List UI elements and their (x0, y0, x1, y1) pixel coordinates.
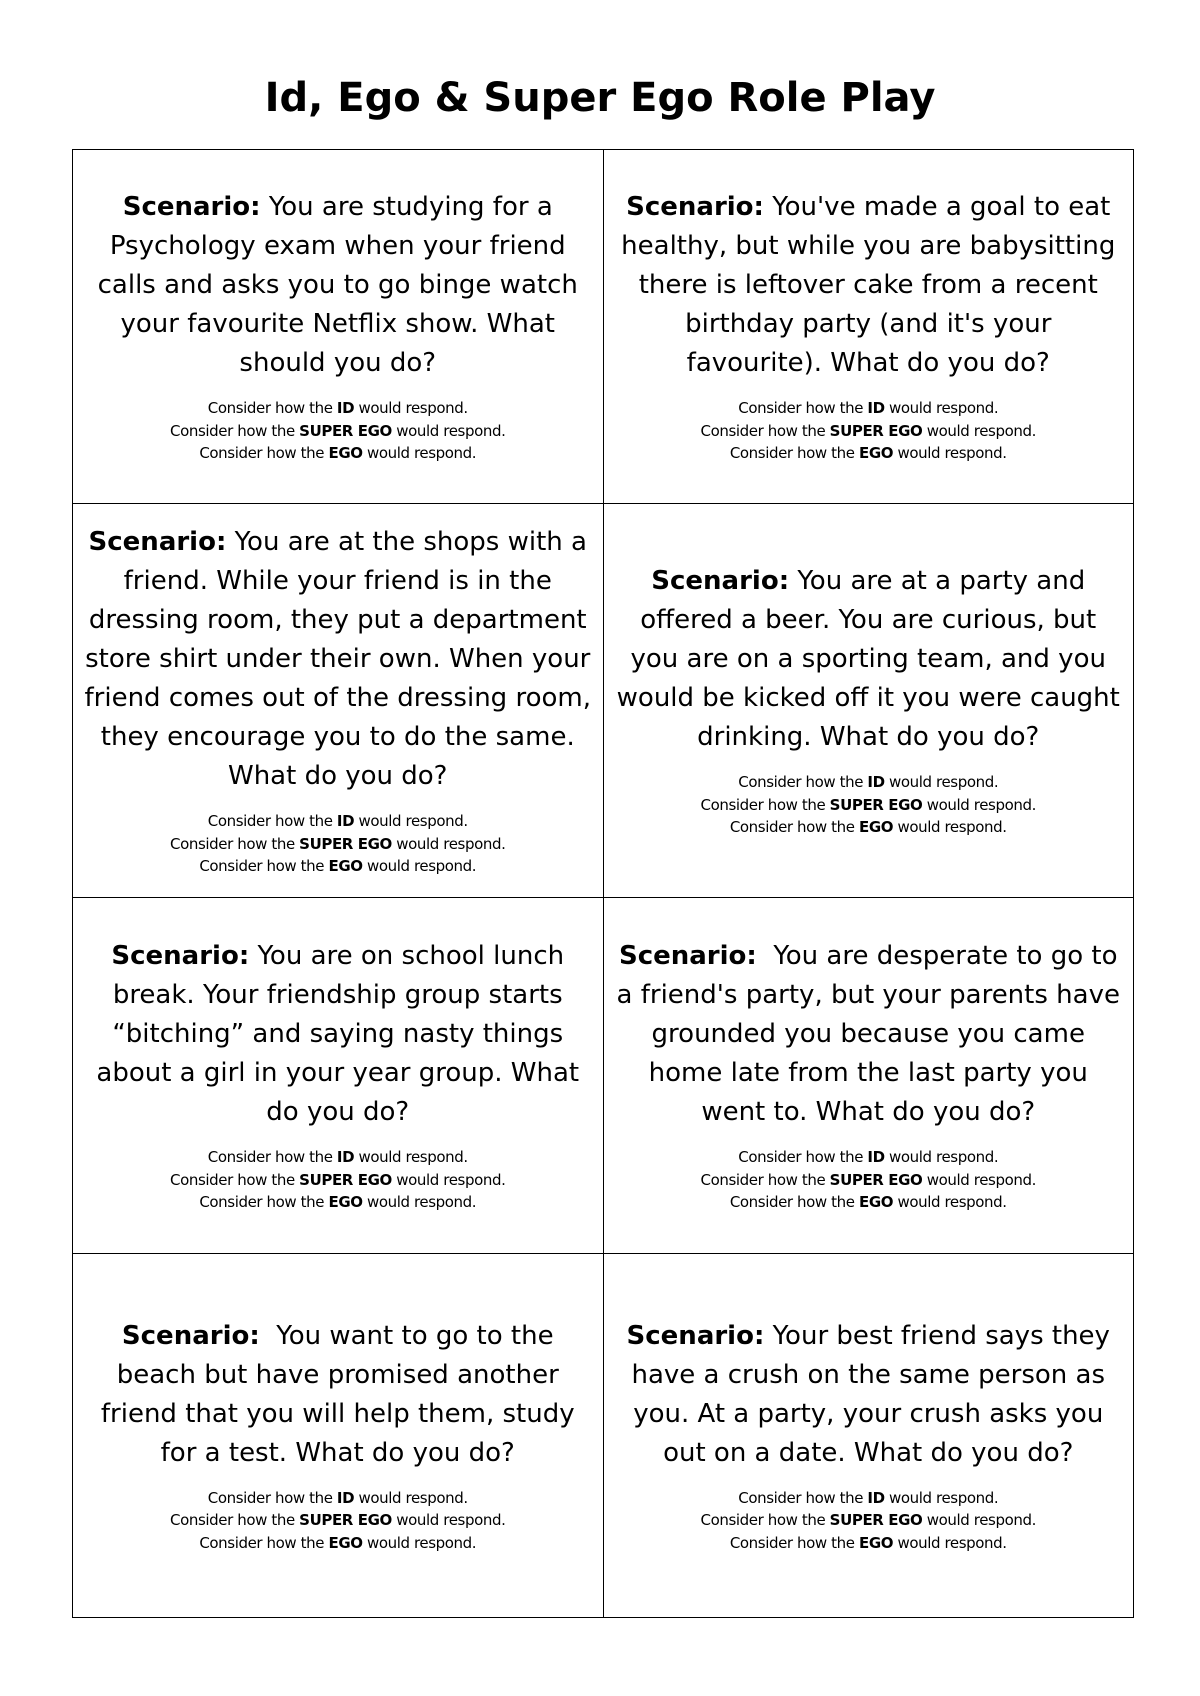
consider-prompts (614, 1146, 1124, 1214)
prompt-prefix: Consider how the (199, 1533, 329, 1552)
prompt-suffix: would respond. (884, 399, 999, 418)
scenario-body: You are at the shops with a friend. While your friend is in the dressing room, they put a department store shirt under their own. When your friend comes out of the dressing room, they encourage you to do the same. What do you do? (84, 527, 600, 792)
consider-prompts (83, 810, 593, 878)
psyche-term: ID (867, 399, 885, 418)
psyche-term: ID (867, 1488, 885, 1507)
psyche-term: SUPER EGO (299, 421, 392, 440)
consider-prompt-line (83, 420, 593, 443)
prompt-suffix: would respond. (362, 1193, 477, 1212)
prompt-suffix: would respond. (391, 834, 506, 853)
consider-prompt-line (614, 1146, 1124, 1169)
consider-prompt-line (83, 855, 593, 878)
scenario-text (614, 188, 1124, 383)
scenario-text (614, 562, 1129, 757)
scenario-card-grid (72, 149, 1134, 1618)
prompt-prefix: Consider how the (738, 399, 868, 418)
scenario-label: Scenario: (122, 192, 261, 223)
scenario-text (614, 937, 1129, 1132)
scenario-body: You want to go to the beach but have promised another friend that you will help them, study for a test. What do you do? (100, 1320, 583, 1468)
psyche-term: EGO (858, 1193, 894, 1212)
scenario-body: You are desperate to go to a friend's party, but your parents have grounded you because you came home late from the last party you went to. What do you do? (616, 941, 1129, 1128)
consider-prompt-line (83, 1509, 593, 1532)
scenario-card (603, 898, 1134, 1254)
scenario-label: Scenario: (121, 1320, 260, 1351)
consider-prompt-line (83, 397, 593, 420)
scenario-body: You are at a party and offered a beer. You are curious, but you are on a sporting team, and you would be kicked off it you were caught drinking. What do you do? (616, 566, 1129, 753)
consider-prompt-line (83, 1146, 593, 1169)
prompt-suffix: would respond. (893, 1533, 1007, 1552)
prompt-prefix: Consider how the (207, 1148, 337, 1167)
prompt-prefix: Consider how the (729, 1533, 859, 1552)
consider-prompt-line (83, 1191, 593, 1214)
prompt-suffix: would respond. (884, 1148, 999, 1167)
consider-prompt-line (614, 420, 1124, 443)
consider-prompt-line (614, 1532, 1124, 1555)
consider-prompt-line (83, 1532, 593, 1555)
scenario-card (73, 1254, 604, 1618)
prompt-prefix: Consider how the (199, 1193, 329, 1212)
prompt-prefix: Consider how the (729, 818, 859, 837)
prompt-prefix: Consider how the (170, 1170, 300, 1189)
prompt-prefix: Consider how the (700, 795, 830, 814)
consider-prompt-line (614, 1487, 1124, 1510)
scenario-body: You've made a goal to eat healthy, but while you are babysitting there is leftover cake from a recent birthday party (and it's your favourite). What do you do? (621, 192, 1124, 379)
prompt-prefix: Consider how the (729, 1193, 859, 1212)
psyche-term: EGO (328, 1193, 363, 1212)
card-row (73, 504, 1134, 898)
psyche-term: ID (336, 1148, 355, 1167)
prompt-suffix: would respond. (391, 1511, 506, 1530)
consider-prompt-line (83, 810, 593, 833)
psyche-term: SUPER EGO (829, 1511, 923, 1530)
psyche-term: EGO (858, 818, 894, 837)
psyche-term: SUPER EGO (299, 1170, 392, 1189)
scenario-body: Your best friend says they have a crush on the same person as you. At a party, your crush asks you out on a date. What do you do? (631, 1320, 1119, 1468)
prompt-prefix: Consider how the (207, 399, 337, 418)
scenario-card (603, 1254, 1134, 1618)
consider-prompt-line (83, 1487, 593, 1510)
prompt-prefix: Consider how the (207, 1488, 337, 1507)
prompt-suffix: would respond. (354, 1488, 468, 1507)
prompt-prefix: Consider how the (729, 444, 859, 463)
scenario-body: You are studying for a Psychology exam when your friend calls and asks you to go binge watch your favourite Netflix show. What should you do? (97, 192, 587, 379)
consider-prompt-line (614, 397, 1124, 420)
psyche-term: ID (336, 812, 355, 831)
prompt-suffix: would respond. (354, 812, 468, 831)
prompt-suffix: would respond. (922, 421, 1036, 440)
psyche-term: EGO (858, 444, 894, 463)
prompt-suffix: would respond. (893, 444, 1007, 463)
scenario-text (83, 188, 593, 383)
consider-prompt-line (614, 816, 1124, 839)
consider-prompts (614, 771, 1124, 839)
scenario-card (603, 504, 1134, 898)
psyche-term: SUPER EGO (829, 421, 923, 440)
card-row (73, 1254, 1134, 1618)
scenario-label: Scenario: (626, 192, 764, 223)
scenario-label: Scenario: (626, 1320, 765, 1351)
psyche-term: ID (336, 1488, 355, 1507)
prompt-suffix: would respond. (893, 1193, 1007, 1212)
prompt-suffix: would respond. (922, 1511, 1036, 1530)
consider-prompt-line (614, 771, 1124, 794)
consider-prompt-line (614, 1191, 1124, 1214)
prompt-suffix: would respond. (884, 773, 999, 792)
prompt-prefix: Consider how the (170, 834, 300, 853)
prompt-suffix: would respond. (391, 1170, 506, 1189)
scenario-body: You are on school lunch break. Your friendship group starts “bitching” and saying nasty things about a girl in your year group. What do you do? (96, 941, 588, 1128)
card-row (73, 898, 1134, 1254)
prompt-suffix: would respond. (893, 818, 1007, 837)
prompt-prefix: Consider how the (700, 1170, 830, 1189)
scenario-text (83, 1317, 593, 1473)
prompt-prefix: Consider how the (199, 444, 329, 463)
prompt-prefix: Consider how the (170, 1511, 300, 1530)
prompt-suffix: would respond. (922, 795, 1036, 814)
consider-prompt-line (614, 1509, 1124, 1532)
prompt-suffix: would respond. (922, 1170, 1036, 1189)
prompt-prefix: Consider how the (738, 1148, 868, 1167)
prompt-suffix: would respond. (391, 421, 506, 440)
psyche-term: ID (336, 399, 355, 418)
page-title: Id, Ego & Super Ego Role Play (264, 75, 936, 121)
prompt-prefix: Consider how the (170, 421, 300, 440)
consider-prompt-line (83, 442, 593, 465)
consider-prompts (614, 1487, 1124, 1555)
psyche-term: EGO (328, 1533, 363, 1552)
scenario-text (83, 523, 600, 796)
consider-prompts (83, 1146, 593, 1214)
consider-prompts (83, 397, 593, 465)
psyche-term: EGO (858, 1533, 894, 1552)
prompt-prefix: Consider how the (199, 857, 329, 876)
prompt-prefix: Consider how the (207, 812, 337, 831)
card-row (73, 150, 1134, 504)
psyche-term: SUPER EGO (299, 1511, 392, 1530)
prompt-suffix: would respond. (362, 1533, 477, 1552)
prompt-prefix: Consider how the (738, 1488, 868, 1507)
scenario-text (83, 937, 593, 1132)
prompt-suffix: would respond. (362, 444, 477, 463)
psyche-term: SUPER EGO (829, 1170, 923, 1189)
psyche-term: EGO (328, 444, 363, 463)
consider-prompts (83, 1487, 593, 1555)
prompt-prefix: Consider how the (738, 773, 868, 792)
consider-prompt-line (83, 1169, 593, 1192)
scenario-card (73, 898, 604, 1254)
psyche-term: SUPER EGO (299, 834, 392, 853)
scenario-label: Scenario: (111, 941, 250, 972)
prompt-suffix: would respond. (354, 399, 468, 418)
consider-prompt-line (614, 1169, 1124, 1192)
psyche-term: ID (867, 1148, 885, 1167)
consider-prompt-line (614, 794, 1124, 817)
prompt-prefix: Consider how the (700, 1511, 830, 1530)
prompt-suffix: would respond. (362, 857, 477, 876)
psyche-term: EGO (328, 857, 363, 876)
scenario-card (603, 150, 1134, 504)
scenario-text (614, 1317, 1124, 1473)
scenario-card (73, 504, 604, 898)
prompt-suffix: would respond. (354, 1148, 468, 1167)
scenario-card (73, 150, 604, 504)
consider-prompt-line (614, 442, 1124, 465)
prompt-suffix: would respond. (884, 1488, 999, 1507)
psyche-term: ID (867, 773, 885, 792)
scenario-label: Scenario: (651, 566, 790, 597)
consider-prompt-line (83, 833, 593, 856)
consider-prompts (614, 397, 1124, 465)
psyche-term: SUPER EGO (829, 795, 923, 814)
scenario-label: Scenario: (618, 941, 757, 972)
scenario-label: Scenario: (88, 527, 227, 558)
prompt-prefix: Consider how the (700, 421, 830, 440)
